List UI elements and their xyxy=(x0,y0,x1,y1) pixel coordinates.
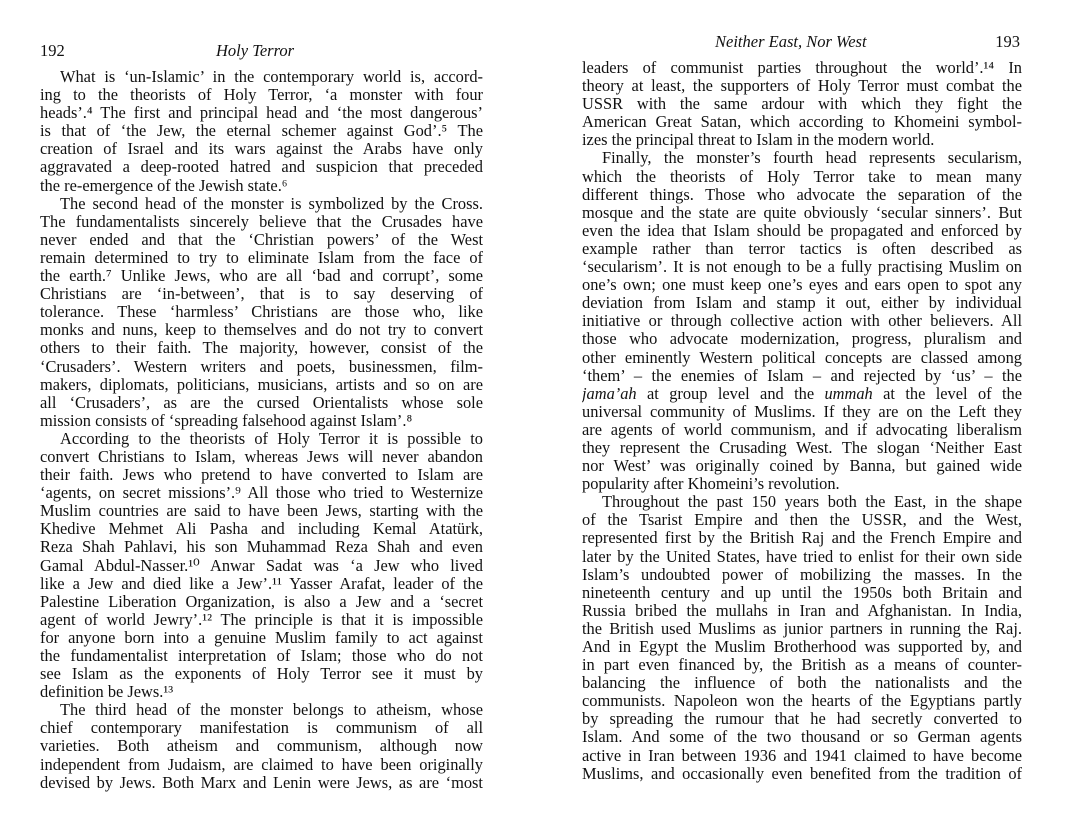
text-line: those who advocate modernization, progress, pluralism and xyxy=(582,330,1022,349)
text-line: different things. Those who advocate the separation of the xyxy=(582,185,1022,204)
text-line: example rather than terror tactics is often described as xyxy=(582,239,1022,258)
text-line: And in Egypt the Muslim Brotherhood was supported by, and xyxy=(582,638,1022,656)
text-line: USSR with the same ardour with which they fight the xyxy=(582,95,1022,114)
text-line: their faith. Jews who pretend to have converted to Islam are xyxy=(40,466,483,485)
text-line: nor West’ was originally coined by Banna, but gained wide xyxy=(582,457,1022,476)
text-line: theory at least, the supporters of Holy Terror must combat the xyxy=(582,77,1022,96)
text-line: ‘secularism’. It is not enough to be a fully practising Muslim on xyxy=(582,258,1022,277)
text-line: ‘them’ – the enemies of Islam – and rejected by ‘us’ – the xyxy=(582,366,1022,385)
text-line: active in Iran between 1936 and 1941 claimed to have become xyxy=(582,746,1022,765)
page-number: 193 xyxy=(995,32,1020,51)
text-line: is that of ‘the Jew, the eternal schemer against God’.⁵ The xyxy=(40,122,483,141)
text-line: The third head of the monster belongs to atheism, whose xyxy=(60,701,483,720)
text-line: Khedive Mehmet Ali Pasha and including Kemal Atatürk, xyxy=(40,520,483,539)
text-line: monks and nuns, keep to themselves and do not try to convert xyxy=(40,321,483,340)
running-head: Holy Terror xyxy=(216,41,295,60)
text-line: tolerance. These ‘harmless’ Christians are those who, like xyxy=(40,303,483,322)
text-line: one’s own; one must keep one’s eyes and ears open to spot any xyxy=(582,276,1022,295)
text-line: ‘Crusaders’. Western writers and poets, businessmen, film- xyxy=(40,357,483,376)
text-line: deviation from Islam and stamp it out, either by individual xyxy=(582,294,1022,313)
text-line: Islam’s undoubted power of mobilizing the masses. In the xyxy=(582,565,1022,584)
text-line: later by the United States, have tried to enlist for their own side xyxy=(582,547,1022,566)
text-line: Russia bribed the mullahs in Iran and Afghanistan. In India, xyxy=(582,601,1022,620)
text-line: the earth.⁷ Unlike Jews, who are all ‘bad and corrupt’, some xyxy=(40,267,483,286)
text-line: Finally, the monster’s fourth head represents secularism, xyxy=(602,149,1022,168)
left-page-body xyxy=(40,68,483,792)
text-line: universal community of Muslims. If they are on the Left they xyxy=(582,402,1022,421)
text-line: Muslim countries are said to have been Jews, starting with the xyxy=(40,502,483,521)
text-line: which the theorists of Holy Terror take to mean many xyxy=(582,167,1022,186)
text-line: the British used Muslims as junior partners in running the Raj. xyxy=(582,619,1022,638)
text-line: The second head of the monster is symbolized by the Cross. xyxy=(60,194,483,213)
right-page-body xyxy=(582,59,1022,783)
text-line: independent from Judaism, are claimed to have been originally xyxy=(40,755,483,774)
page-number: 192 xyxy=(40,41,65,60)
text-line: agent of world Jewry’.¹² The principle is that it is impossible xyxy=(40,610,483,629)
text-line: the re-emergence of the Jewish state.⁶ xyxy=(40,176,288,195)
text-line: the fundamentalist interpretation of Islam; those who do not xyxy=(40,647,483,665)
left-page xyxy=(40,0,483,829)
text-line: aggravated a deep-rooted hatred and suspicion that preceded xyxy=(40,158,483,177)
text-line: like a Jew and died like a Jew’.¹¹ Yasser Arafat, leader of the xyxy=(40,574,483,593)
running-head: Neither East, Nor West xyxy=(715,32,867,51)
right-page xyxy=(582,0,1022,829)
text-line: American Great Satan, which according to Khomeini symbol- xyxy=(582,113,1022,132)
text-line: all ‘Crusaders’, as are the cursed Orientalists whose sole xyxy=(40,393,483,412)
text-line: balancing the influence of both the nationalists and the xyxy=(582,674,1022,693)
text-line: definition be Jews.¹³ xyxy=(40,683,174,702)
text-line: heads’.⁴ The first and principal head and ‘the most dangerous’ xyxy=(40,104,483,123)
text-line: leaders of communist parties throughout the world’.¹⁴ In xyxy=(582,59,1022,77)
text-line: initiative or through collective action with other believers. All xyxy=(582,312,1022,331)
text-line: Throughout the past 150 years both the East, in the shape xyxy=(602,493,1022,512)
text-line: communists. Napoleon won the hearts of the Egyptians partly xyxy=(582,692,1022,711)
text-line: even the idea that Islam should be propagated and enforced by xyxy=(582,221,1022,240)
text-line: of the Tsarist Empire and then the USSR, and the West, xyxy=(582,511,1022,530)
text-line: chief contemporary manifestation is communism of all xyxy=(40,719,483,738)
text-line: jama’ah at group level and the ummah at the level of the xyxy=(582,384,1022,403)
text-line: makers, diplomats, politicians, musicians, artists and so on are xyxy=(40,375,483,394)
text-line: According to the theorists of Holy Terror it is possible to xyxy=(60,429,483,448)
text-line: are agents of world communism, and if advocating liberalism xyxy=(582,420,1022,439)
text-line: Palestine Liberation Organization, is also a Jew and a ‘secret xyxy=(40,592,483,611)
text-line: mosque and the state are quite obviously ‘secular sinners’. But xyxy=(582,203,1022,222)
text-line: The fundamentalists sincerely believe that the Crusades have xyxy=(40,212,483,231)
text-line: others to their faith. The majority, however, consist of the xyxy=(40,339,483,358)
text-line: devised by Jews. Both Marx and Lenin were Jews, as are ‘most xyxy=(40,773,483,792)
text-line: other eminently Western political concepts are classed among xyxy=(582,348,1022,367)
text-line: Reza Shah Pahlavi, his son Muhammad Reza Shah and even xyxy=(40,538,483,557)
text-line: represented first by the British Raj and the French Empire and xyxy=(582,529,1022,548)
text-line: creation of Israel and its wars against the Arabs have only xyxy=(40,140,483,159)
text-line: remain determined to try to eliminate Islam from the face of xyxy=(40,248,483,267)
text-line: never ended and that the ‘Christian powers’ of the West xyxy=(40,230,483,249)
text-line: Muslims, and occasionally even benefited from the tradition of xyxy=(582,764,1022,783)
text-line: izes the principal threat to Islam in the modern world. xyxy=(582,131,935,150)
text-line: ing to the theorists of Holy Terror, ‘a monster with four xyxy=(40,86,483,105)
text-line: nineteenth century and up until the 1950s both Britain and xyxy=(582,583,1022,602)
text-line: Islam. And some of the two thousand or so German agents xyxy=(582,728,1022,747)
text-line: in part even financed by, the British as a means of counter- xyxy=(582,656,1022,675)
text-line: ‘agents, on secret missions’.⁹ All those who tried to Westernize xyxy=(40,484,483,503)
text-line: see Islam as the exponents of Holy Terror see it must by xyxy=(40,665,483,684)
text-line: Gamal Abdul-Nasser.¹⁰ Anwar Sadat was ‘a Jew who lived xyxy=(40,556,483,575)
text-line: mission consists of ‘spreading falsehood against Islam’.⁸ xyxy=(40,411,413,430)
text-line: convert Christians to Islam, whereas Jews will never abandon xyxy=(40,447,483,466)
text-line: varieties. Both atheism and communism, although now xyxy=(40,737,483,756)
text-line: What is ‘un-Islamic’ in the contemporary world is, accord- xyxy=(60,68,483,86)
text-line: for anyone born into a genuine Muslim family to act against xyxy=(40,628,483,647)
text-line: by spreading the rumour that he had secretly converted to xyxy=(582,710,1022,729)
text-line: Christians are ‘in-between’, that is to say deserving of xyxy=(40,285,483,304)
text-line: popularity after Khomeini’s revolution. xyxy=(582,475,840,494)
text-line: they represent the Crusading West. The slogan ‘Neither East xyxy=(582,438,1022,457)
